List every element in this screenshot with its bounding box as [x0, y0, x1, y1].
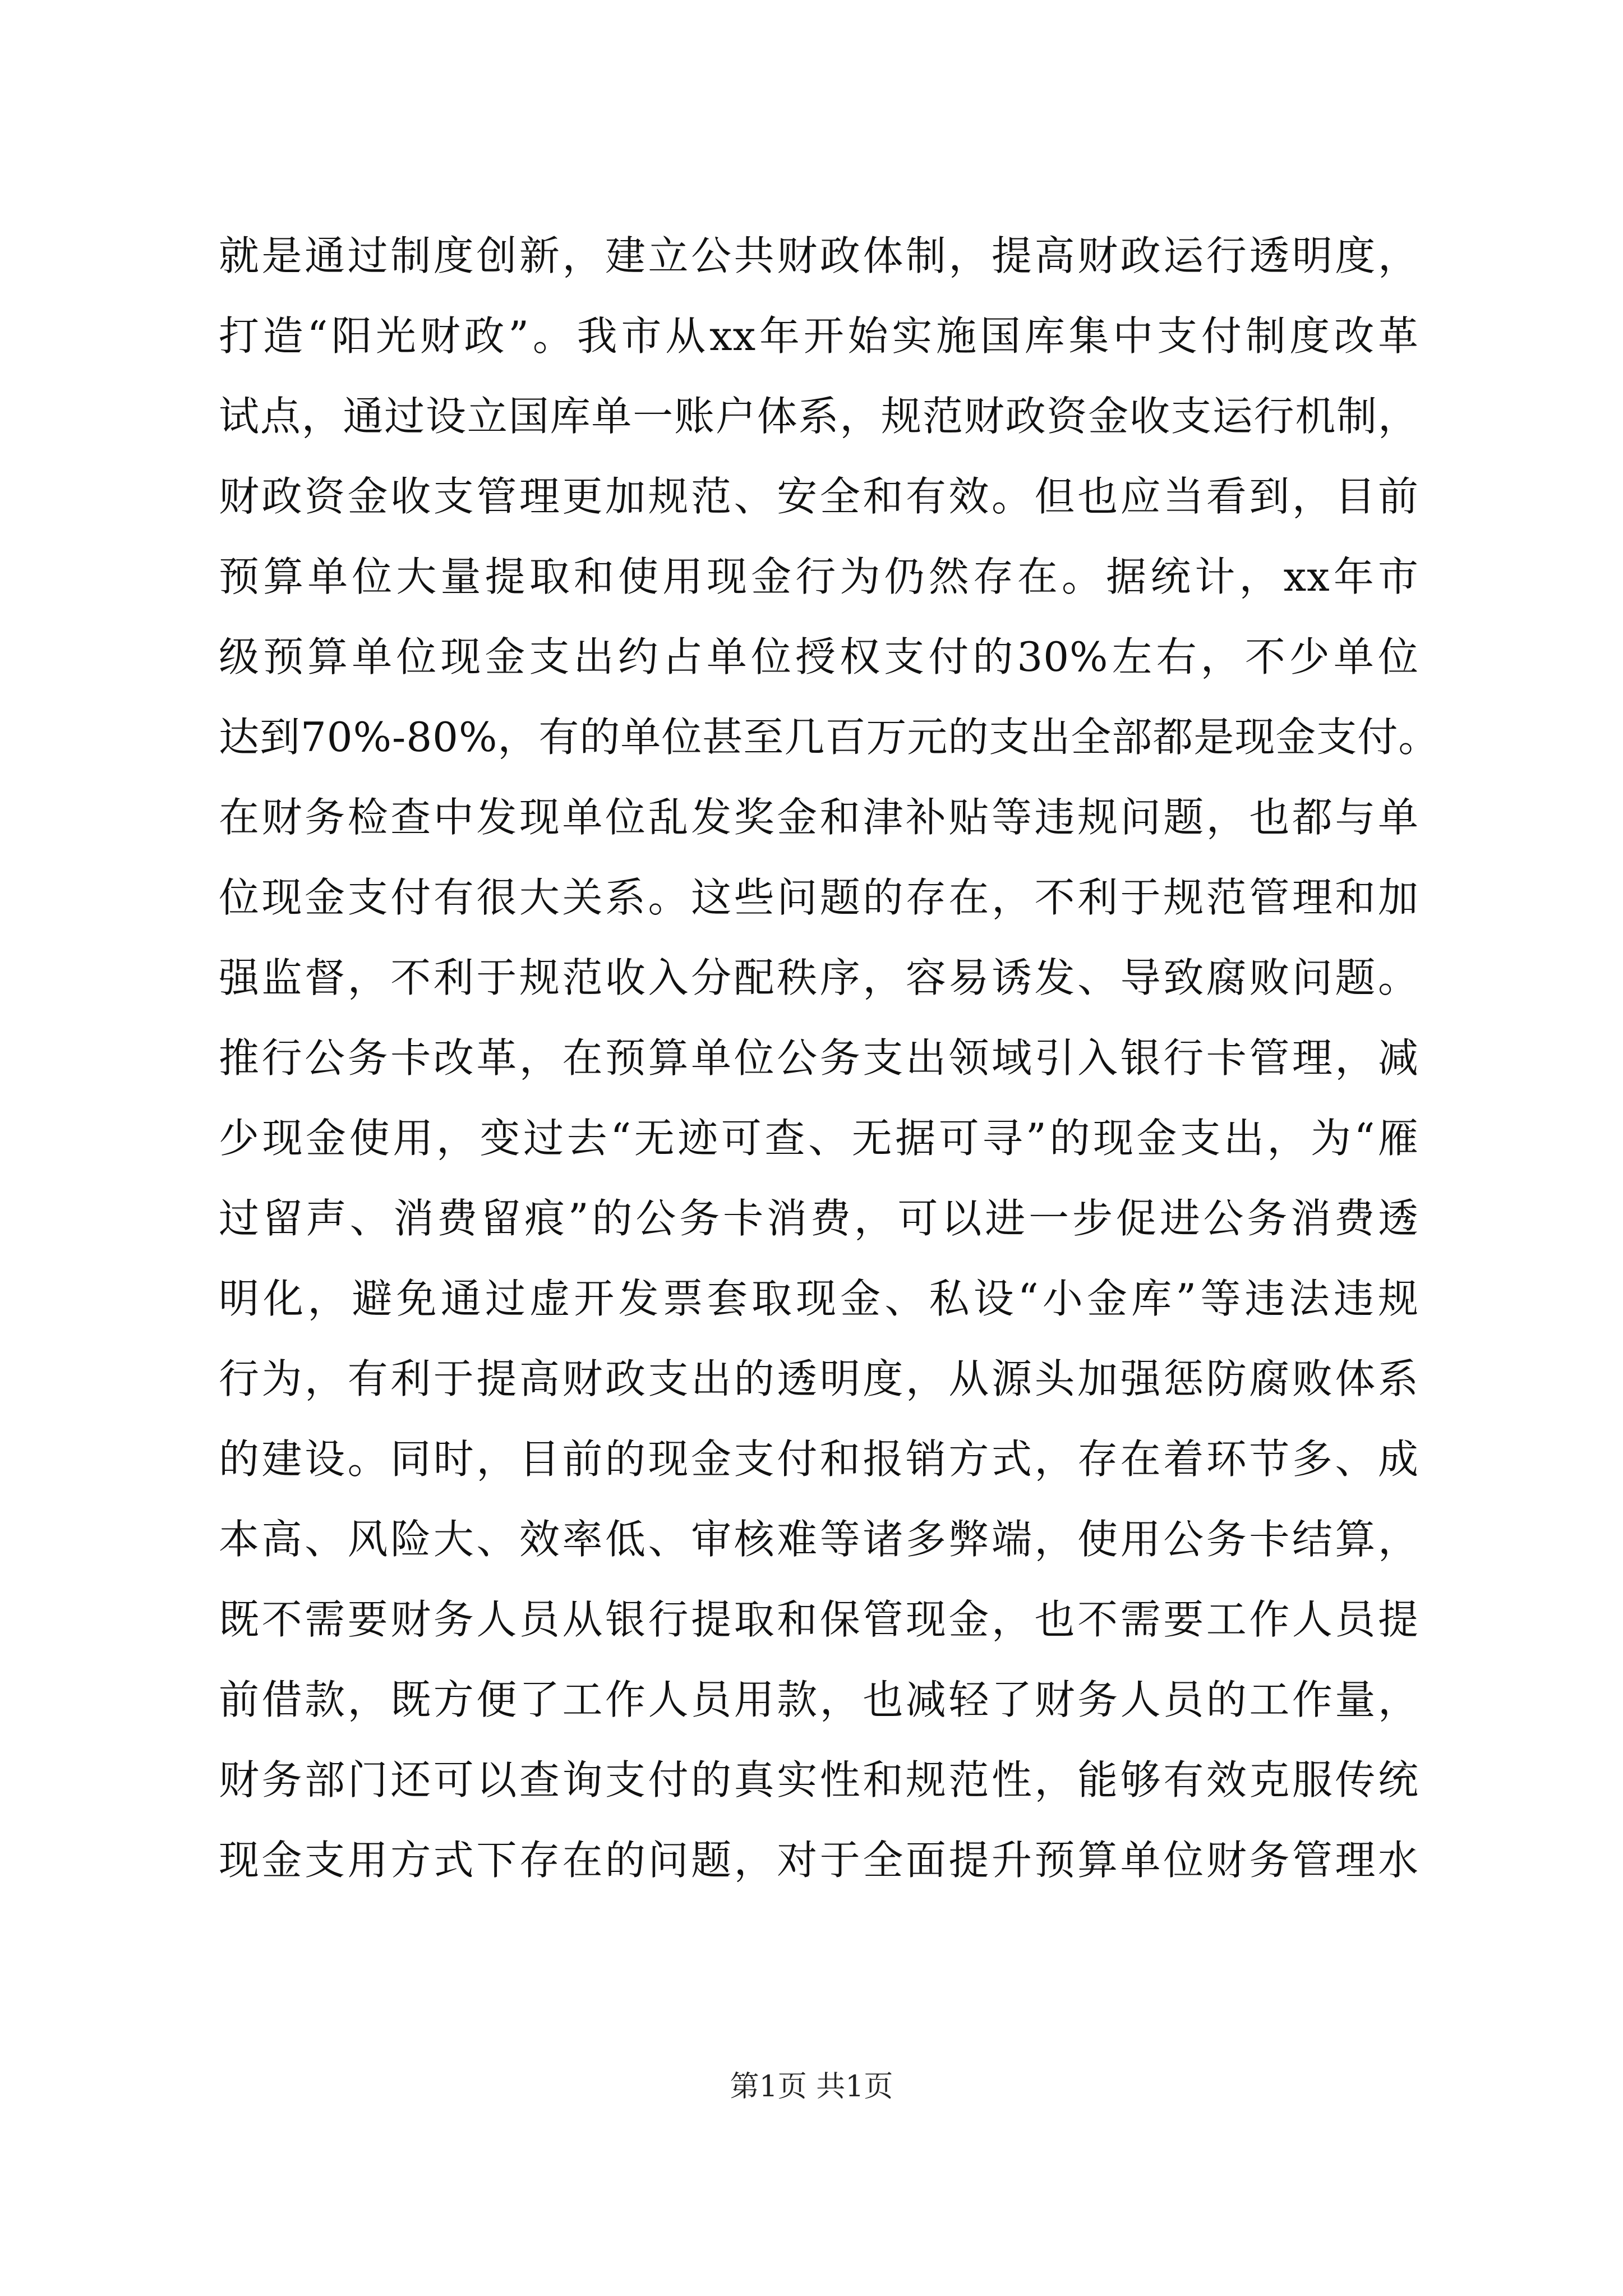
text-line: 行为，有利于提高财政支出的透明度，从源头加强惩防腐败体系	[219, 1355, 1419, 1402]
text-line: 就是通过制度创新，建立公共财政体制，提高财政运行透明度，	[219, 232, 1419, 279]
text-line: 打造“阳光财政”。我市从xx年开始实施国库集中支付制度改革	[219, 312, 1419, 360]
text-line: 达到70%-80%，有的单位甚至几百万元的支出全部都是现金支付。	[219, 714, 1440, 761]
text-line: 的建设。同时，目前的现金支付和报销方式，存在着环节多、成	[219, 1435, 1419, 1483]
text-line: 财政资金收支管理更加规范、安全和有效。但也应当看到，目前	[219, 473, 1419, 520]
text-line: 强监督，不利于规范收入分配秩序，容易诱发、导致腐败问题。	[219, 954, 1419, 1001]
text-line: 前借款，既方便了工作人员用款，也减轻了财务人员的工作量，	[219, 1676, 1419, 1723]
text-line: 推行公务卡改革，在预算单位公务支出领域引入银行卡管理，减	[219, 1034, 1419, 1082]
text-line: 本高、风险大、效率低、审核难等诸多弊端，使用公务卡结算，	[219, 1516, 1419, 1563]
text-line: 现金支用方式下存在的问题，对于全面提升预算单位财务管理水	[219, 1837, 1419, 1884]
text-line: 位现金支付有很大关系。这些问题的存在，不利于规范管理和加	[219, 874, 1419, 921]
text-line: 少现金使用，变过去“无迹可查、无据可寻”的现金支出，为“雁	[219, 1115, 1419, 1162]
page-footer: 第1页 共1页	[730, 2070, 893, 2104]
text-line: 预算单位大量提取和使用现金行为仍然存在。据统计，xx年市	[219, 553, 1419, 600]
text-line: 财务部门还可以查询支付的真实性和规范性，能够有效克服传统	[219, 1756, 1419, 1803]
text-line: 既不需要财务人员从银行提取和保管现金，也不需要工作人员提	[219, 1596, 1419, 1643]
text-line: 在财务检查中发现单位乱发奖金和津补贴等违规问题，也都与单	[219, 794, 1419, 841]
body-text	[219, 216, 1440, 1901]
text-line: 明化，避免通过虚开发票套取现金、私设“小金库”等违法违规	[219, 1275, 1419, 1322]
text-line: 过留声、消费留痕”的公务卡消费，可以进一步促进公务消费透	[219, 1195, 1419, 1242]
text-line: 试点，通过设立国库单一账户体系，规范财政资金收支运行机制，	[219, 393, 1419, 440]
text-line: 级预算单位现金支出约占单位授权支付的30%左右，不少单位	[219, 633, 1419, 680]
